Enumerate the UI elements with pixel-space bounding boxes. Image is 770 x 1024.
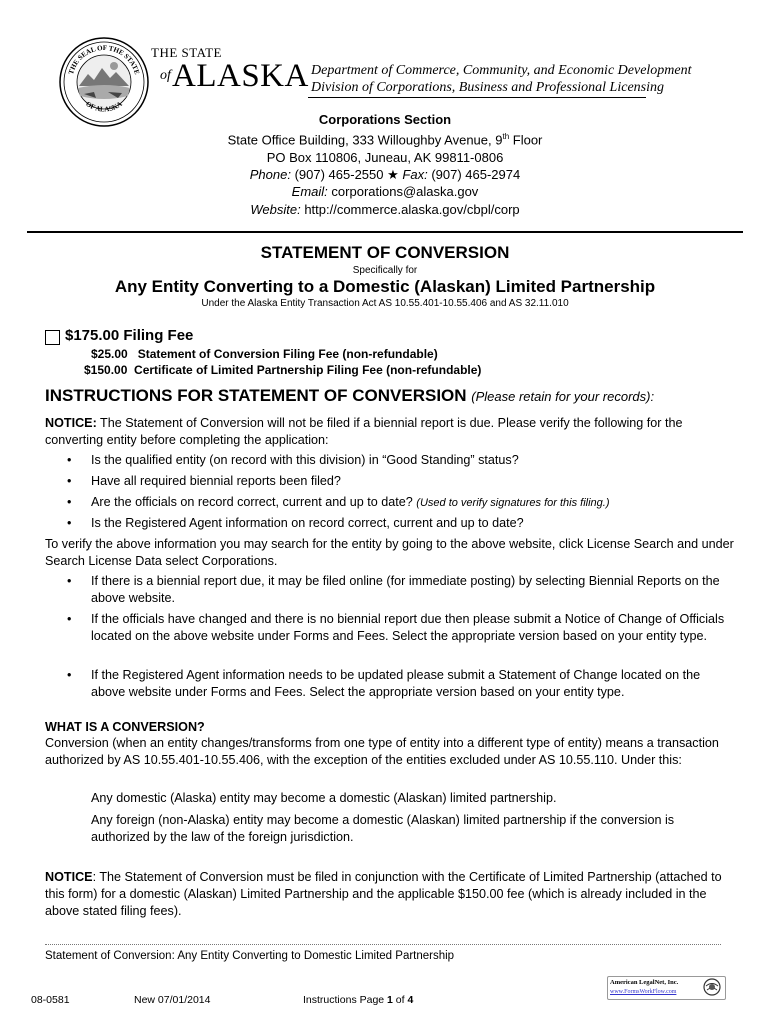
form-subtitle: Any Entity Converting to a Domestic (Alaskan) Limited Partnership <box>114 277 656 296</box>
statute-reference: Under the Alaska Entity Transaction Act AS 10.55.401-10.55.406 and AS 32.11.010 <box>201 298 569 309</box>
title-divider <box>27 231 743 233</box>
action-item: • If the Registered Agent information needs to be updated please submit a Statement of Change located on the above website under Forms and Fees. Select the appropriate version based on your entity type. <box>67 668 701 699</box>
form-date: New 07/01/2014 <box>134 994 211 1006</box>
po-box-line: PO Box 110806, Juneau, AK 99811-0806 <box>266 149 504 165</box>
filing-fee-checkbox[interactable] <box>45 330 60 345</box>
state-label: THE STATE <box>151 45 222 60</box>
check-note: (Used to verify signatures for this filing.) <box>416 497 610 509</box>
email-link[interactable]: corporations@alaska.gov <box>331 184 479 200</box>
action-item: • If there is a biennial report due, it may be filed online (for immediate posting) by selecting Biennial Reports on the above website. <box>67 574 720 605</box>
verify-paragraph: To verify the above information you may search for the entity by going to the above website, click License Search and under Search License Data select Corporations. <box>45 537 734 568</box>
specifically-for-label: Specifically for <box>352 265 418 276</box>
svg-text:OF ALASKA: OF ALASKA <box>84 99 124 114</box>
logo-url-link[interactable]: www.FormsWorkFlow.com <box>610 989 677 995</box>
star-icon: ★ <box>387 166 399 182</box>
notice-paragraph: NOTICE: The Statement of Conversion will not be filed if a biennial report is due. Please verify the following for the converting entity before completing the application: <box>45 416 683 447</box>
page-indicator: Instructions Page 1 of 4 <box>303 994 414 1006</box>
check-item: • Have all required biennial reports been filed? <box>67 474 341 488</box>
phone-fax-line: Phone: (907) 465-2550 ★ Fax: (907) 465-2974 <box>249 166 521 182</box>
action-item: • If the officials have changed and there is no biennial report due then please submit a Notice of Change of Officials located on the above website under Forms and Fees. Select the appropriate version based on your entity type. <box>67 612 725 643</box>
address-line: State Office Building, 333 Willoughby Avenue, 9th Floor <box>227 132 543 148</box>
svg-text:THE SEAL OF THE STATE: THE SEAL OF THE STATE <box>67 43 141 76</box>
notice-filing-paragraph: NOTICE: The Statement of Conversion must be filed in conjunction with the Certificate of Limited Partnership (attached to this form) for a domestic (Alaskan) Limited Partnership and the applicable $150.00 fee (which is already included in the above stated filing fees). <box>45 870 722 918</box>
form-title: STATEMENT OF CONVERSION <box>260 243 510 262</box>
header-divider <box>308 97 646 98</box>
instructions-note: (Please retain for your records): <box>471 389 655 404</box>
website-link[interactable]: http://commerce.alaska.gov/cbpl/corp <box>304 201 520 217</box>
logo-name: American LegalNet, Inc. <box>610 979 679 986</box>
check-item: • Is the Registered Agent information on record correct, current and up to date? <box>67 516 524 530</box>
check-item: • Are the officials on record correct, current and up to date? (Used to verify signatures for this filing.) <box>67 495 610 509</box>
state-of-label: of <box>160 68 171 83</box>
form-number: 08-0581 <box>31 994 70 1006</box>
department-name <box>311 62 692 96</box>
website-line: Website: http://commerce.alaska.gov/cbpl/corp <box>250 201 520 217</box>
conversion-point: Any domestic (Alaska) entity may become a domestic (Alaskan) limited partnership. <box>91 791 557 805</box>
fee-line-conversion: $25.00 Statement of Conversion Filing Fee (non-refundable) <box>91 347 438 361</box>
division-line: Division of Corporations, Business and Professional Licensing <box>311 80 664 95</box>
footer-title: Statement of Conversion: Any Entity Converting to Domestic Limited Partnership <box>45 950 455 962</box>
conversion-paragraph: Conversion (when an entity changes/transforms from one type of entity into a different type of entity) means a transaction authorized by AS 10.55.401-10.55.406, with the exception of the entities excluded under AS 10.55.110. Under this: <box>45 736 719 767</box>
instructions-heading: INSTRUCTIONS FOR STATEMENT OF CONVERSION (Please retain for your records): <box>45 386 655 405</box>
globe-icon <box>703 978 721 996</box>
check-item: • Is the qualified entity (on record with this division) in “Good Standing” status? <box>67 453 519 467</box>
section-heading: Corporations Section <box>318 112 452 127</box>
conversion-heading: WHAT IS A CONVERSION? <box>45 720 205 734</box>
email-line: Email: corporations@alaska.gov <box>291 184 479 200</box>
contact-block <box>0 128 770 218</box>
filing-fee-total: $175.00 Filing Fee <box>65 327 194 344</box>
alaska-wordmark: ALASKA <box>172 58 309 94</box>
conversion-point: Any foreign (non-Alaska) entity may become a domestic (Alaskan) limited partnership if the conversion is authorized by the law of the foreign jurisdiction. <box>91 813 675 844</box>
fee-line-certificate: $150.00 Certificate of Limited Partnership Filing Fee (non-refundable) <box>84 363 482 377</box>
footer-divider <box>45 944 721 945</box>
department-line: Department of Commerce, Community, and Economic Development <box>311 63 692 78</box>
